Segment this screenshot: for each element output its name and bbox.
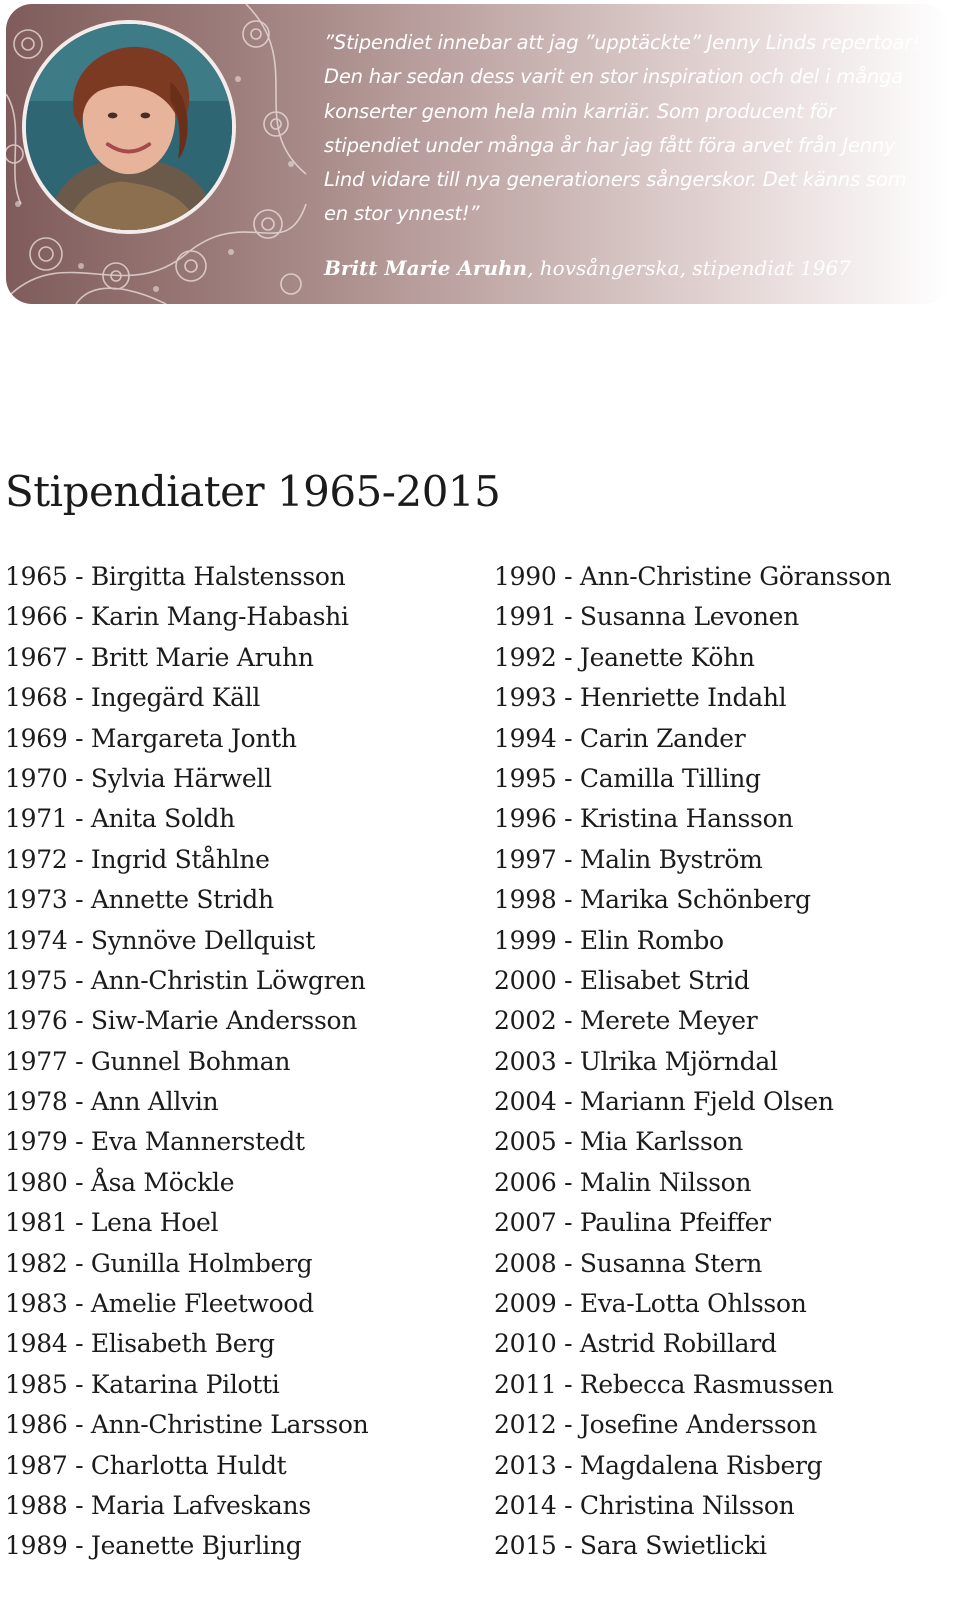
recipient-item: 1980 - Åsa Möckle <box>5 1167 235 1197</box>
recipient-item: 1986 - Ann-Christine Larsson <box>5 1410 369 1440</box>
recipient-item: 2012 - Josefine Andersson <box>494 1410 817 1440</box>
recipient-item: 1997 - Malin Byström <box>494 844 763 874</box>
recipient-item: 2006 - Malin Nilsson <box>494 1167 752 1197</box>
recipients-list-left <box>5 557 485 1567</box>
portrait-photo <box>22 20 236 234</box>
attribution-name: Britt Marie Aruhn <box>324 256 528 280</box>
recipient-item: 1995 - Camilla Tilling <box>494 763 761 793</box>
recipient-item: 1979 - Eva Mannerstedt <box>5 1127 305 1157</box>
recipient-item: 2014 - Christina Nilsson <box>494 1490 795 1520</box>
recipient-item: 2000 - Elisabet Strid <box>494 965 750 995</box>
recipient-item: 2004 - Mariann Fjeld Olsen <box>494 1087 834 1117</box>
portrait-icon <box>26 24 232 230</box>
recipient-item: 1993 - Henriette Indahl <box>494 683 787 713</box>
recipient-item: 1983 - Amelie Fleetwood <box>5 1289 314 1319</box>
recipient-item: 1973 - Annette Stridh <box>5 885 274 915</box>
recipient-item: 1996 - Kristina Hansson <box>494 804 794 834</box>
recipient-item: 1985 - Katarina Pilotti <box>5 1369 280 1399</box>
recipient-item: 1970 - Sylvia Härwell <box>5 763 272 793</box>
recipient-item: 2007 - Paulina Pfeiffer <box>494 1208 771 1238</box>
recipient-item: 1994 - Carin Zander <box>494 723 746 753</box>
recipient-item: 1981 - Lena Hoel <box>5 1208 219 1238</box>
recipient-item: 1989 - Jeanette Bjurling <box>5 1531 302 1561</box>
recipient-item: 1978 - Ann Allvin <box>5 1087 219 1117</box>
recipient-item: 2008 - Susanna Stern <box>494 1248 762 1278</box>
recipients-heading: Stipendiater 1965-2015 <box>5 467 501 516</box>
recipient-item: 1967 - Britt Marie Aruhn <box>5 642 314 672</box>
recipient-item: 1969 - Margareta Jonth <box>5 723 297 753</box>
quote-attribution <box>324 254 944 282</box>
recipient-item: 2003 - Ulrika Mjörndal <box>494 1046 778 1076</box>
recipient-item: 1976 - Siw-Marie Andersson <box>5 1006 358 1036</box>
recipient-item: 1991 - Susanna Levonen <box>494 602 799 632</box>
recipient-item: 1971 - Anita Soldh <box>5 804 235 834</box>
recipient-item: 2002 - Merete Meyer <box>494 1006 758 1036</box>
quote-text: ”Stipendiet innebar att jag ”upptäckte” Jenny Linds repertoar! Den har sedan dess varit en stor inspiration och del i många konserter genom hela min karriär. Som producent för stipendiet under många år har jag fått föra arvet från Jenny Lind vidare till nya generationers sångerskor. Det känns som en stor ynnest!” <box>324 31 920 226</box>
recipient-item: 1992 - Jeanette Köhn <box>494 642 755 672</box>
recipient-item: 1982 - Gunilla Holmberg <box>5 1248 313 1278</box>
recipient-item: 2009 - Eva-Lotta Ohlsson <box>494 1289 807 1319</box>
recipient-item: 1975 - Ann-Christin Löwgren <box>5 965 366 995</box>
recipient-item: 2010 - Astrid Robillard <box>494 1329 777 1359</box>
recipient-item: 1974 - Synnöve Dellquist <box>5 925 315 955</box>
recipient-item: 2005 - Mia Karlsson <box>494 1127 744 1157</box>
recipient-item: 1972 - Ingrid Ståhlne <box>5 844 270 874</box>
recipient-item: 2011 - Rebecca Rasmussen <box>494 1369 834 1399</box>
recipient-item: 1999 - Elin Rombo <box>494 925 724 955</box>
recipient-item: 1998 - Marika Schönberg <box>494 885 811 915</box>
recipient-item: 1968 - Ingegärd Käll <box>5 683 261 713</box>
recipient-item: 2015 - Sara Swietlicki <box>494 1531 767 1561</box>
recipient-item: 1988 - Maria Lafveskans <box>5 1490 311 1520</box>
recipient-item: 1965 - Birgitta Halstensson <box>5 562 346 591</box>
attribution-details: , hovsångerska, stipendiat 1967 <box>527 256 851 280</box>
recipient-item: 1984 - Elisabeth Berg <box>5 1329 275 1359</box>
recipient-item: 1977 - Gunnel Bohman <box>5 1046 291 1076</box>
recipient-item: 1990 - Ann-Christine Göransson <box>494 562 892 591</box>
recipient-item: 1966 - Karin Mang-Habashi <box>5 602 349 632</box>
recipient-item: 1987 - Charlotta Huldt <box>5 1450 287 1480</box>
recipient-item: 2013 - Magdalena Risberg <box>494 1450 823 1480</box>
quote-banner <box>6 4 950 304</box>
recipients-list-right <box>494 557 954 1567</box>
